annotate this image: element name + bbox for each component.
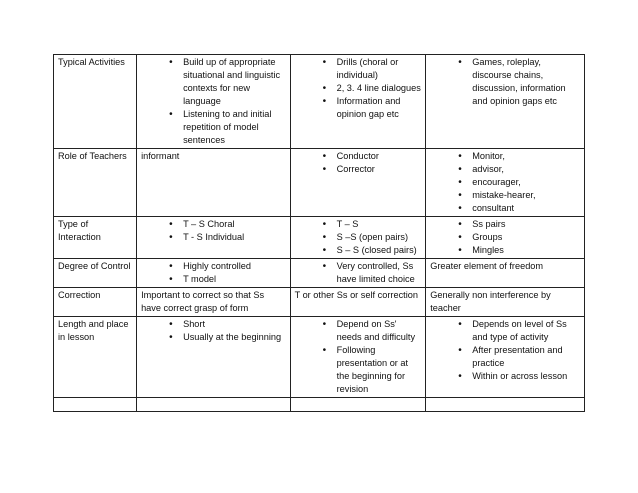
bullet-list <box>430 150 581 215</box>
list-item: • T – S <box>323 218 423 231</box>
list-item: • Listening to and initial repetition of model sentences <box>169 108 287 147</box>
table-cell <box>426 149 585 217</box>
bullet-list <box>141 56 287 147</box>
table-cell <box>54 398 137 412</box>
list-item: • Short <box>169 318 287 331</box>
bullet-list <box>295 318 423 396</box>
table-cell: informant <box>137 149 291 217</box>
table-row <box>54 259 585 288</box>
list-item: • encourager, <box>458 176 581 189</box>
row-label: Length and place in lesson <box>54 317 137 398</box>
row-label: Correction <box>54 288 137 317</box>
list-item: • Within or across lesson <box>458 370 581 383</box>
list-item: • Depends on level of Ss and type of activity <box>458 318 581 344</box>
list-item: • mistake-hearer, <box>458 189 581 202</box>
list-item: • Groups <box>458 231 581 244</box>
table-cell <box>137 398 291 412</box>
list-item: • Information and opinion gap etc <box>323 95 423 121</box>
list-item: • 2, 3. 4 line dialogues <box>323 82 423 95</box>
table-cell <box>137 55 291 149</box>
table-cell <box>290 317 426 398</box>
list-item: • Games, roleplay, discourse chains, discussion, information and opinion gaps etc <box>458 56 581 108</box>
table-row <box>54 288 585 317</box>
table-cell <box>426 398 585 412</box>
list-item: • T model <box>169 273 287 286</box>
table-cell <box>426 317 585 398</box>
list-item: • Ss pairs <box>458 218 581 231</box>
bullet-list <box>141 218 287 244</box>
table-cell: Generally non interference by teacher <box>426 288 585 317</box>
list-item: • T – S Choral <box>169 218 287 231</box>
comparison-table <box>53 54 585 412</box>
table-cell <box>290 149 426 217</box>
list-item: • Following presentation or at the beginning for revision <box>323 344 423 396</box>
list-item: • After presentation and practice <box>458 344 581 370</box>
list-item: • consultant <box>458 202 581 215</box>
table-cell <box>426 55 585 149</box>
list-item: • T - S Individual <box>169 231 287 244</box>
bullet-list <box>295 56 423 121</box>
list-item: • Monitor, <box>458 150 581 163</box>
table-cell <box>137 317 291 398</box>
row-label: Typical Activities <box>54 55 137 149</box>
table-row <box>54 149 585 217</box>
bullet-list <box>430 218 581 257</box>
list-item: • S –S (open pairs) <box>323 231 423 244</box>
table-row <box>54 55 585 149</box>
table-row <box>54 317 585 398</box>
table-cell <box>290 259 426 288</box>
bullet-list <box>295 150 423 176</box>
table-cell <box>426 217 585 259</box>
bullet-list <box>295 218 423 257</box>
table-body <box>54 55 585 412</box>
list-item: • Drills (choral or individual) <box>323 56 423 82</box>
list-item: • S – S (closed pairs) <box>323 244 423 257</box>
table-row-empty <box>54 398 585 412</box>
list-item: • Corrector <box>323 163 423 176</box>
table-cell <box>290 55 426 149</box>
list-item: • Conductor <box>323 150 423 163</box>
list-item: • Highly controlled <box>169 260 287 273</box>
table-row <box>54 217 585 259</box>
bullet-list <box>141 318 287 344</box>
list-item: • Very controlled, Ss have limited choice <box>323 260 423 286</box>
list-item: • Depend on Ss' needs and difficulty <box>323 318 423 344</box>
table-cell <box>137 217 291 259</box>
list-item: • advisor, <box>458 163 581 176</box>
list-item: • Usually at the beginning <box>169 331 287 344</box>
table-cell <box>290 398 426 412</box>
bullet-list <box>141 260 287 286</box>
table-cell: Important to correct so that Ss have correct grasp of form <box>137 288 291 317</box>
bullet-list <box>295 260 423 286</box>
bullet-list <box>430 56 581 108</box>
row-label: Role of Teachers <box>54 149 137 217</box>
table-cell <box>290 217 426 259</box>
list-item: • Mingles <box>458 244 581 257</box>
row-label: Type of Interaction <box>54 217 137 259</box>
table-cell: Greater element of freedom <box>426 259 585 288</box>
table-cell <box>137 259 291 288</box>
bullet-list <box>430 318 581 383</box>
list-item: • Build up of appropriate situational and linguistic contexts for new language <box>169 56 287 108</box>
row-label: Degree of Control <box>54 259 137 288</box>
table-cell: T or other Ss or self correction <box>290 288 426 317</box>
